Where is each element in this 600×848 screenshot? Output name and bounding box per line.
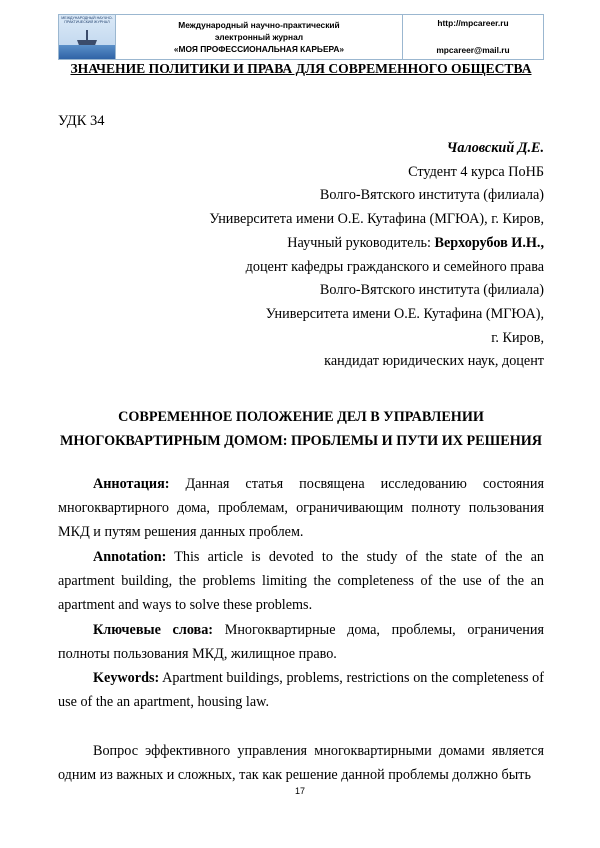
journal-logo: [59, 15, 116, 59]
keywords-en-label: Keywords:: [93, 670, 160, 686]
annotation-ru: [58, 472, 544, 545]
title-line-1: СОВРЕМЕННОЕ ПОЛОЖЕНИЕ ДЕЛ В УПРАВЛЕНИИ: [118, 409, 484, 425]
keywords-ru-text: Многоквартирные дома, проблемы, ограничения полноты пользования МКД, жилищное право.: [58, 622, 545, 663]
title-line-2: МНОГОКВАРТИРНЫМ ДОМОМ: ПРОБЛЕМЫ И ПУТИ ИХ РЕШЕНИЯ: [59, 433, 543, 449]
author-line-3: Университета имени О.Е. Кутафина (МГЮА), г. Киров,: [209, 211, 544, 228]
author-line-1: Студент 4 курса ПоНБ: [408, 163, 544, 180]
author-line-8: г. Киров,: [491, 329, 544, 346]
keywords-en-text: Apartment buildings, problems, restrictions on the completeness of use of the an apartment, housing law.: [58, 670, 544, 711]
keywords-ru: [58, 618, 544, 666]
page-number: 17: [294, 786, 305, 796]
keywords-ru-label: Ключевые слова:: [93, 622, 214, 638]
author-line-6: Волго-Вятского института (филиала): [319, 282, 544, 299]
author-line-9: кандидат юридических наук, доцент: [324, 353, 544, 370]
supervisor-label: Научный руководитель:: [287, 234, 435, 251]
body-paragraph: Вопрос эффективного управления многоквартирными домами является одним из важных и сложных, так как решение данной проблемы должно быть: [58, 743, 544, 784]
logo-text: МЕЖДУНАРОДНЫЙ НАУЧНО-ПРАКТИЧЕСКИЙ ЖУРНАЛ: [61, 16, 113, 24]
annotation-en: [58, 545, 544, 618]
journal-contacts: [403, 15, 543, 59]
journal-url-link[interactable]: http://mpcareer.ru: [437, 18, 509, 28]
journal-header: [58, 14, 544, 60]
journal-line-3: «МОЯ ПРОФЕССИОНАЛЬНАЯ КАРЬЕРА»: [173, 44, 345, 54]
author-name: Чаловский Д.Е.: [446, 140, 544, 156]
ship-mast: [86, 30, 88, 40]
annotation-en-text: This article is devoted to the study of the state of the an apartment building, the problems limiting the completeness of the use of the an apartment and ways to solve these problems.: [58, 549, 544, 614]
journal-email-link[interactable]: mpcareer@mail.ru: [436, 45, 510, 55]
article-title: [58, 405, 544, 453]
keywords-en: [58, 666, 544, 714]
author-line-7: Университета имени О.Е. Кутафина (МГЮА),: [265, 305, 544, 322]
author-block: [58, 137, 544, 374]
supervisor-name: Верхорубов И.Н.,: [434, 234, 544, 251]
author-line-5: доцент кафедры гражданского и семейного права: [245, 258, 544, 275]
journal-name: [116, 15, 403, 59]
annotation-en-label: Annotation:: [93, 549, 167, 565]
udk-code: УДК 34: [58, 113, 105, 129]
supervisor-line: [58, 232, 544, 256]
journal-line-1: Международный научно-практический: [178, 20, 340, 30]
annotation-ru-label: Аннотация:: [93, 476, 170, 492]
annotation-ru-text: Данная статья посвящена исследованию состояния многоквартирного дома, проблемам, ограничивающим полноту пользования МКД и путям решения данных проблем.: [58, 476, 544, 541]
sea-graphic: [59, 45, 115, 59]
journal-line-2: электронный журнал: [214, 32, 304, 42]
section-rubric: ЗНАЧЕНИЕ ПОЛИТИКИ И ПРАВА ДЛЯ СОВРЕМЕННОГО ОБЩЕСТВА: [70, 61, 532, 76]
author-line-2: Волго-Вятского института (филиала): [319, 187, 544, 204]
